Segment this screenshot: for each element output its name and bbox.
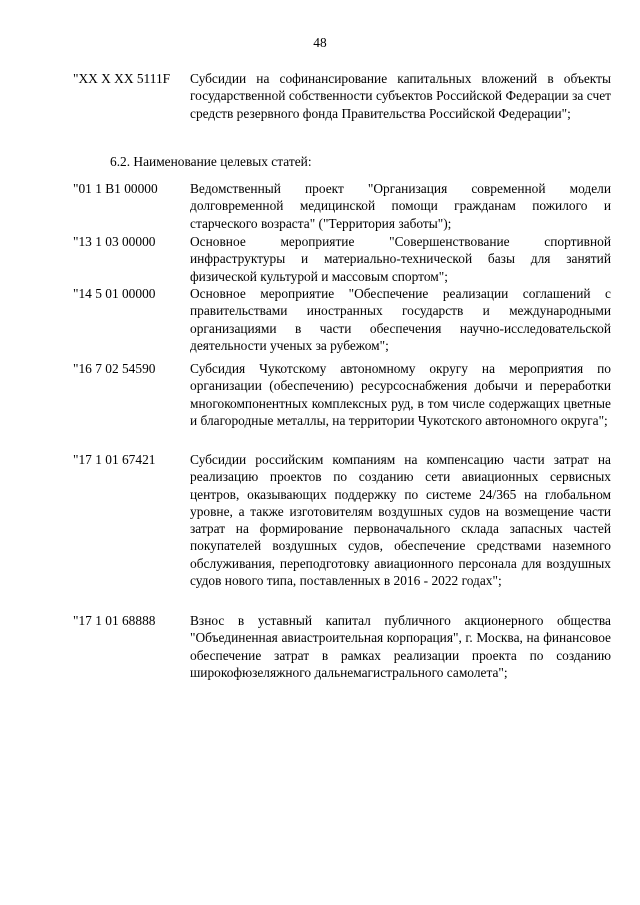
article-code: "01 1 В1 00000 xyxy=(73,181,158,196)
target-article-entry xyxy=(73,70,611,122)
section-subheading: 6.2. Наименование целевых статей: xyxy=(110,154,312,169)
article-code: "17 1 01 68888 xyxy=(73,613,156,628)
target-article-entry xyxy=(73,612,611,681)
article-code: "XX X XX 5111F xyxy=(73,71,171,86)
article-description: Взнос в уставный капитал публичного акционерного общества "Объединенная авиастроительная корпорация", г. Москва, на финансовое обеспечение затрат в рамках реализации проекта по созданию широкофюзеляжного дальнемагистрального самолета"; xyxy=(190,613,611,680)
article-description: Основное мероприятие "Совершенствование спортивной инфраструктуры и материально-технической базы для занятий физической культурой и массовым спортом"; xyxy=(190,234,611,284)
page-number: 48 xyxy=(313,35,327,50)
article-description: Субсидии российским компаниям на компенсацию части затрат на реализацию проектов по созданию сети авиационных сервисных центров, оказывающих поддержку по системе 24/365 на глобальном уровне, а также изготовителям воздушных судов на возмещение части затрат на формирование первоначального склада запасных частей покупателей воздушных судов, обеспечение средствами наземного обслуживания, переподготовку авиационного персонала для воздушных судов нового типа, поставленных в 2016 - 2022 годах"; xyxy=(190,452,611,589)
target-article-entry xyxy=(73,233,611,285)
article-description: Субсидия Чукотскому автономному округу на мероприятия по организации (обеспечению) ресурсоснабжения добычи и переработки многокомпонентных комплексных руд, в том числе содержащих цветные и благородные металлы, на территории Чукотского автономного округа"; xyxy=(190,361,611,428)
article-code: "14 5 01 00000 xyxy=(73,286,156,301)
target-article-entry xyxy=(73,451,611,589)
article-description: Основное мероприятие "Обеспечение реализации соглашений с правительствами иностранных государств и международными организациями в части обеспечения научно-исследовательской деятельности ученых за рубежом"; xyxy=(190,286,611,353)
article-code: "16 7 02 54590 xyxy=(73,361,156,376)
article-description: Субсидии на софинансирование капитальных вложений в объекты государственной собственности субъектов Российской Федерации за счет средств резервного фонда Правительства Российской Федерации"; xyxy=(190,71,611,121)
target-article-entry xyxy=(73,180,611,232)
article-description: Ведомственный проект "Организация современной модели долговременной медицинской помощи гражданам пожилого и старческого возраста" ("Территория заботы"); xyxy=(190,181,611,231)
article-code: "13 1 03 00000 xyxy=(73,234,156,249)
article-code: "17 1 01 67421 xyxy=(73,452,156,467)
target-article-entry xyxy=(73,285,611,354)
target-article-entry xyxy=(73,360,611,429)
